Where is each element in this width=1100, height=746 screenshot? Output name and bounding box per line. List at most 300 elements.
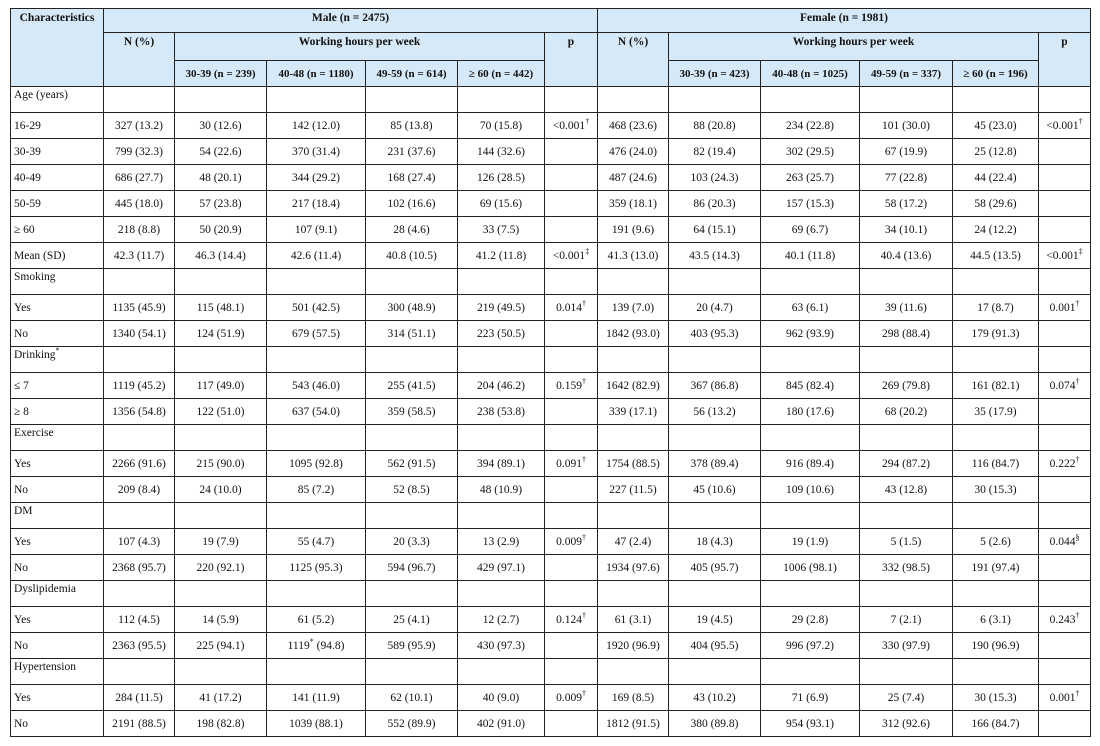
- table-row: [11, 399, 1091, 425]
- female-p-value-text: <0.001: [1046, 119, 1079, 132]
- female-value-cell-text: 7 (2.1): [890, 613, 922, 626]
- female-p-value-text: 0.222: [1049, 457, 1076, 470]
- section-row: [11, 503, 1091, 529]
- female-value-cell: [598, 217, 669, 243]
- female-value-cell: [669, 451, 761, 477]
- empty-cell: [860, 503, 953, 529]
- male-value-cell: [458, 373, 545, 399]
- table-row: [11, 607, 1091, 633]
- male-value-cell: [175, 165, 267, 191]
- section-title: [11, 425, 104, 451]
- female-p-footnote: †: [1075, 688, 1080, 698]
- female-value-cell-text: 29 (2.8): [791, 613, 829, 626]
- female-p-value: [1039, 243, 1091, 269]
- section-title: [11, 581, 104, 607]
- row-label: [11, 711, 104, 737]
- section-title: [11, 347, 104, 373]
- male-value-cell: [175, 399, 267, 425]
- male-value-cell-text: 1125 (95.3): [289, 561, 343, 574]
- male-value-cell: [458, 451, 545, 477]
- male-value-cell-text: 359 (58.5): [387, 405, 436, 418]
- male-value-cell: [458, 711, 545, 737]
- header-male-working-hours: Working hours per week: [175, 33, 545, 61]
- female-value-cell-text: 1934 (97.6): [606, 561, 660, 574]
- female-value-cell: [761, 295, 860, 321]
- male-value-cell: [267, 477, 366, 503]
- male-value-cell-text: 107 (4.3): [117, 535, 161, 548]
- male-value-cell-text: 142 (12.0): [292, 119, 340, 132]
- female-value-cell: [953, 477, 1039, 503]
- male-value-cell-text: 40 (9.0): [482, 691, 520, 704]
- male-p-value: [545, 711, 598, 737]
- male-value-cell-text: 218 (8.8): [117, 223, 161, 236]
- empty-cell: [669, 87, 761, 113]
- table-row: [11, 373, 1091, 399]
- male-value-cell-text: 429 (97.1): [477, 561, 525, 574]
- male-value-cell: [458, 165, 545, 191]
- female-p-value-text: 0.044: [1049, 535, 1076, 548]
- male-value-cell: [366, 685, 458, 711]
- female-value-cell-text: 64 (15.1): [693, 223, 736, 236]
- female-value-cell-text: 180 (17.6): [786, 405, 834, 418]
- male-value-cell: [458, 295, 545, 321]
- female-value-cell-text: 403 (95.3): [690, 327, 739, 340]
- empty-cell: [545, 347, 598, 373]
- table-row: [11, 321, 1091, 347]
- section-title-text: Dyslipidemia: [14, 583, 76, 595]
- female-value-cell: [598, 243, 669, 269]
- female-p-value: [1039, 685, 1091, 711]
- row-label-text: ≥ 60: [14, 223, 35, 236]
- row-label-text: No: [14, 561, 29, 574]
- male-value-cell: [104, 633, 175, 659]
- female-p-value: [1039, 191, 1091, 217]
- row-label: [11, 633, 104, 659]
- male-value-cell-text: 42.6 (11.4): [290, 249, 342, 262]
- table-row: [11, 633, 1091, 659]
- male-value-cell-text: 112 (4.5): [118, 613, 160, 626]
- female-value-cell: [860, 399, 953, 425]
- male-value-cell: [104, 139, 175, 165]
- male-p-value-text: 0.014: [556, 301, 582, 314]
- male-value-cell: [366, 399, 458, 425]
- female-p-footnote: †: [1075, 376, 1080, 386]
- male-value-cell: [175, 555, 267, 581]
- female-value-cell: [761, 633, 860, 659]
- female-value-cell: [761, 373, 860, 399]
- male-value-cell: [267, 607, 366, 633]
- female-value-cell: [669, 607, 761, 633]
- row-label: [11, 165, 104, 191]
- male-value-cell-text: 402 (91.0): [477, 717, 525, 730]
- male-value-cell: [104, 399, 175, 425]
- male-value-cell: [175, 217, 267, 243]
- male-value-cell-text: 1119 (45.2): [112, 379, 166, 392]
- female-p-value-text: 0.001: [1049, 301, 1076, 314]
- male-value-cell: [267, 191, 366, 217]
- female-value-cell: [598, 139, 669, 165]
- empty-cell: [598, 87, 669, 113]
- female-p-value: [1039, 295, 1091, 321]
- empty-cell: [104, 347, 175, 373]
- section-title-text: Age (years): [14, 89, 68, 101]
- male-value-cell-text: 41 (17.2): [199, 691, 242, 704]
- male-value-cell: [366, 633, 458, 659]
- male-value-cell-text: 52 (8.5): [393, 483, 430, 496]
- male-value-cell: [104, 217, 175, 243]
- female-value-cell: [669, 373, 761, 399]
- table-row: [11, 243, 1091, 269]
- header-female-working-hours: Working hours per week: [669, 33, 1039, 61]
- female-value-cell-text: 1754 (88.5): [606, 457, 660, 470]
- male-value-cell: [104, 607, 175, 633]
- male-value-cell: [458, 191, 545, 217]
- table-row: [11, 711, 1091, 737]
- empty-cell: [953, 425, 1039, 451]
- male-value-cell-text: 344 (29.2): [292, 171, 340, 184]
- empty-cell: [1039, 581, 1091, 607]
- female-value-cell-text: 56 (13.2): [693, 405, 736, 418]
- female-value-cell-text: 43 (10.2): [693, 691, 736, 704]
- male-value-cell-text: 144 (32.6): [477, 145, 525, 158]
- female-p-footnote: †: [1078, 116, 1083, 126]
- male-value-cell: [175, 321, 267, 347]
- female-value-cell-text: 1812 (91.5): [606, 717, 660, 730]
- female-value-cell-text: 191 (97.4): [971, 561, 1020, 574]
- female-value-cell: [598, 191, 669, 217]
- female-value-cell-text: 58 (17.2): [884, 197, 928, 210]
- female-value-cell-text: 68 (20.2): [884, 405, 928, 418]
- section-title-text: Drinking: [14, 349, 56, 361]
- male-value-cell: [175, 295, 267, 321]
- female-value-cell-text: 954 (93.1): [786, 717, 834, 730]
- male-value-cell-text: 1095 (92.8): [289, 457, 343, 470]
- female-value-cell: [953, 529, 1039, 555]
- header-female-group: 30-39 (n = 423): [669, 61, 761, 87]
- row-label-text: ≥ 8: [14, 405, 29, 418]
- characteristics-table: [10, 8, 1091, 737]
- female-value-cell: [860, 321, 953, 347]
- female-value-cell-text: 468 (23.6): [609, 119, 657, 132]
- empty-cell: [267, 269, 366, 295]
- male-value-cell: [104, 529, 175, 555]
- female-p-footnote: §: [1075, 532, 1080, 542]
- empty-cell: [860, 581, 953, 607]
- female-value-cell: [669, 321, 761, 347]
- male-value-cell: [267, 217, 366, 243]
- empty-cell: [545, 503, 598, 529]
- female-value-cell-text: 61 (3.1): [614, 613, 652, 626]
- female-value-cell: [598, 321, 669, 347]
- empty-cell: [366, 347, 458, 373]
- male-p-footnote: †: [581, 454, 586, 464]
- female-value-cell: [598, 633, 669, 659]
- female-value-cell: [953, 373, 1039, 399]
- empty-cell: [860, 659, 953, 685]
- empty-cell: [545, 581, 598, 607]
- male-value-cell-text: 2363 (95.5): [112, 639, 166, 652]
- female-value-cell-text: 1842 (93.0): [606, 327, 660, 340]
- male-value-cell-text: 14 (5.9): [202, 613, 239, 626]
- row-label: [11, 451, 104, 477]
- female-p-value: [1039, 373, 1091, 399]
- female-value-cell: [860, 685, 953, 711]
- male-p-value-text: 0.009: [556, 535, 582, 548]
- male-value-cell-text: 2191 (88.5): [112, 717, 166, 730]
- female-p-value: [1039, 633, 1091, 659]
- female-value-cell-text: 17 (8.7): [977, 301, 1014, 314]
- female-value-cell: [598, 451, 669, 477]
- female-value-cell-text: 63 (6.1): [791, 301, 829, 314]
- female-value-cell-text: 298 (88.4): [882, 327, 930, 340]
- female-value-cell-text: 40.4 (13.6): [880, 249, 932, 262]
- male-value-cell-text: 204 (46.2): [477, 379, 525, 392]
- empty-cell: [175, 581, 267, 607]
- row-label: [11, 607, 104, 633]
- female-value-cell-text: 476 (24.0): [609, 145, 657, 158]
- male-value-cell: [366, 451, 458, 477]
- empty-cell: [104, 425, 175, 451]
- empty-cell: [366, 659, 458, 685]
- empty-cell: [104, 581, 175, 607]
- empty-cell: [860, 87, 953, 113]
- female-value-cell: [761, 139, 860, 165]
- header-male-n-pct: N (%): [104, 33, 175, 87]
- male-value-cell-text: 445 (18.0): [115, 197, 163, 210]
- male-value-cell-text: 48 (10.9): [479, 483, 523, 496]
- empty-cell: [175, 347, 267, 373]
- female-value-cell-text: 380 (89.8): [690, 717, 739, 730]
- section-title: [11, 269, 104, 295]
- female-value-cell-text: 332 (98.5): [882, 561, 930, 574]
- male-value-cell: [267, 529, 366, 555]
- female-p-value: [1039, 529, 1091, 555]
- female-value-cell-text: 312 (92.6): [882, 717, 930, 730]
- empty-cell: [267, 87, 366, 113]
- table-row: [11, 529, 1091, 555]
- male-value-cell: [267, 451, 366, 477]
- male-value-cell-text: 394 (89.1): [477, 457, 525, 470]
- male-value-cell: [366, 321, 458, 347]
- male-value-cell: [366, 295, 458, 321]
- female-value-cell-text: 1642 (82.9): [606, 379, 660, 392]
- female-value-cell-text: 44.5 (13.5): [970, 249, 1021, 262]
- row-label-text: Yes: [14, 457, 31, 470]
- female-value-cell-text: 25 (12.8): [974, 145, 1017, 158]
- male-p-value: [545, 113, 598, 139]
- section-row: [11, 581, 1091, 607]
- female-value-cell-text: 47 (2.4): [614, 535, 652, 548]
- male-p-value: [545, 191, 598, 217]
- male-value-cell-text: 30 (12.6): [199, 119, 242, 132]
- section-title: [11, 87, 104, 113]
- female-value-cell-text: 294 (87.2): [882, 457, 930, 470]
- male-value-cell: [104, 555, 175, 581]
- male-value-cell-text: 13 (2.9): [482, 535, 520, 548]
- male-value-cell: [104, 113, 175, 139]
- female-value-cell: [598, 529, 669, 555]
- male-value-cell: [175, 113, 267, 139]
- female-value-cell-text: 330 (97.9): [882, 639, 930, 652]
- row-label-text: 16-29: [14, 119, 41, 132]
- male-value-cell-text: 41.2 (11.8): [475, 249, 527, 262]
- empty-cell: [1039, 503, 1091, 529]
- empty-cell: [1039, 87, 1091, 113]
- male-value-cell-text: 552 (89.9): [387, 717, 436, 730]
- table-row: [11, 217, 1091, 243]
- row-label-text: Yes: [14, 301, 31, 314]
- table-row: [11, 685, 1091, 711]
- female-value-cell: [761, 477, 860, 503]
- empty-cell: [458, 87, 545, 113]
- female-value-cell-text: 30 (15.3): [974, 483, 1017, 496]
- female-value-cell-text: 5 (1.5): [890, 535, 922, 548]
- female-value-cell: [598, 711, 669, 737]
- header-female-group: 49-59 (n = 337): [860, 61, 953, 87]
- empty-cell: [1039, 425, 1091, 451]
- male-value-cell: [458, 139, 545, 165]
- female-value-cell-text: 45 (23.0): [974, 119, 1017, 132]
- male-value-cell: [366, 139, 458, 165]
- male-value-cell-text: 57 (23.8): [199, 197, 242, 210]
- female-value-cell-text: 169 (8.5): [611, 691, 655, 704]
- male-value-cell: [104, 711, 175, 737]
- empty-cell: [545, 425, 598, 451]
- male-value-cell-text: 198 (82.8): [196, 717, 245, 730]
- header-female-n-pct: N (%): [598, 33, 669, 87]
- male-value-cell-text: 215 (90.0): [196, 457, 245, 470]
- empty-cell: [458, 425, 545, 451]
- female-value-cell: [669, 633, 761, 659]
- empty-cell: [458, 503, 545, 529]
- empty-cell: [953, 659, 1039, 685]
- row-label-text: No: [14, 717, 29, 730]
- male-value-cell: [104, 685, 175, 711]
- male-value-cell-text: 370 (31.4): [292, 145, 340, 158]
- empty-cell: [458, 659, 545, 685]
- male-value-cell: [175, 373, 267, 399]
- female-value-cell-text: 157 (15.3): [786, 197, 834, 210]
- male-p-footnote: †: [581, 298, 586, 308]
- male-value-cell-text: 19 (7.9): [202, 535, 239, 548]
- male-value-cell: [458, 633, 545, 659]
- row-label: [11, 321, 104, 347]
- male-value-cell-text: 48 (20.1): [199, 171, 242, 184]
- female-value-cell-text: 190 (96.9): [971, 639, 1020, 652]
- female-value-cell: [860, 633, 953, 659]
- female-value-cell: [953, 451, 1039, 477]
- male-value-cell-text: 255 (41.5): [387, 379, 436, 392]
- female-value-cell: [860, 711, 953, 737]
- female-value-cell-text: 41.3 (13.0): [607, 249, 659, 262]
- male-value-cell: [267, 295, 366, 321]
- male-p-footnote: †: [581, 610, 586, 620]
- empty-cell: [545, 87, 598, 113]
- empty-cell: [761, 425, 860, 451]
- female-value-cell: [669, 113, 761, 139]
- empty-cell: [1039, 659, 1091, 685]
- female-value-cell-text: 77 (22.8): [884, 171, 928, 184]
- female-value-cell-text: 166 (84.7): [971, 717, 1020, 730]
- row-label: [11, 399, 104, 425]
- female-value-cell-text: 39 (11.6): [885, 301, 927, 314]
- female-value-cell: [953, 633, 1039, 659]
- female-value-cell: [761, 165, 860, 191]
- male-value-cell-text: 637 (54.0): [292, 405, 340, 418]
- male-value-cell-text: 430 (97.3): [477, 639, 525, 652]
- male-value-cell-text: 2266 (91.6): [112, 457, 166, 470]
- female-value-cell-text: 6 (3.1): [980, 613, 1011, 626]
- section-title-text: Hypertension: [14, 661, 76, 673]
- female-value-cell: [953, 217, 1039, 243]
- female-value-cell-text: 269 (79.8): [882, 379, 930, 392]
- male-p-value-text: <0.001: [552, 249, 586, 262]
- female-value-cell: [669, 165, 761, 191]
- male-value-cell: [267, 321, 366, 347]
- empty-cell: [458, 581, 545, 607]
- female-value-cell-text: 43 (12.8): [884, 483, 928, 496]
- male-value-cell: [458, 529, 545, 555]
- male-value-cell: [458, 321, 545, 347]
- empty-cell: [669, 425, 761, 451]
- male-value-cell-text: 589 (95.9): [387, 639, 436, 652]
- female-value-cell: [761, 399, 860, 425]
- female-p-footnote: †: [1075, 610, 1080, 620]
- row-label-text: ≤ 7: [14, 379, 29, 392]
- male-value-cell: [175, 477, 267, 503]
- empty-cell: [267, 425, 366, 451]
- female-value-cell-text: 161 (82.1): [971, 379, 1020, 392]
- male-p-value-text: 0.124: [556, 613, 582, 626]
- section-row: [11, 347, 1091, 373]
- male-value-cell-text: 220 (92.1): [196, 561, 245, 574]
- male-value-cell: [104, 477, 175, 503]
- male-value-cell-text: 46.3 (14.4): [195, 249, 246, 262]
- row-label: [11, 217, 104, 243]
- female-value-cell-text: 1920 (96.9): [606, 639, 660, 652]
- male-value-cell: [458, 477, 545, 503]
- male-value-cell-text: 62 (10.1): [390, 691, 433, 704]
- empty-cell: [598, 503, 669, 529]
- row-label: [11, 373, 104, 399]
- male-value-cell: [267, 399, 366, 425]
- header-male-group: 30-39 (n = 239): [175, 61, 267, 87]
- female-p-footnote: ‡: [1078, 246, 1083, 256]
- empty-cell: [458, 347, 545, 373]
- empty-cell: [104, 269, 175, 295]
- female-p-footnote: †: [1075, 298, 1080, 308]
- male-value-cell-text: 562 (91.5): [387, 457, 436, 470]
- empty-cell: [175, 503, 267, 529]
- empty-cell: [669, 581, 761, 607]
- empty-cell: [104, 87, 175, 113]
- row-label: [11, 529, 104, 555]
- female-value-cell: [761, 529, 860, 555]
- male-value-cell: [175, 451, 267, 477]
- male-value-cell: [458, 685, 545, 711]
- female-value-cell: [761, 685, 860, 711]
- male-value-cell: [104, 243, 175, 269]
- row-label-text: No: [14, 639, 29, 652]
- male-value-cell: [175, 685, 267, 711]
- male-value-cell-text: 85 (7.2): [297, 483, 335, 496]
- row-label-text: Yes: [14, 613, 31, 626]
- table-row: [11, 451, 1091, 477]
- male-value-cell-text: 1356 (54.8): [112, 405, 166, 418]
- female-value-cell: [761, 451, 860, 477]
- male-value-cell-text: 799 (32.3): [115, 145, 163, 158]
- female-value-cell: [761, 711, 860, 737]
